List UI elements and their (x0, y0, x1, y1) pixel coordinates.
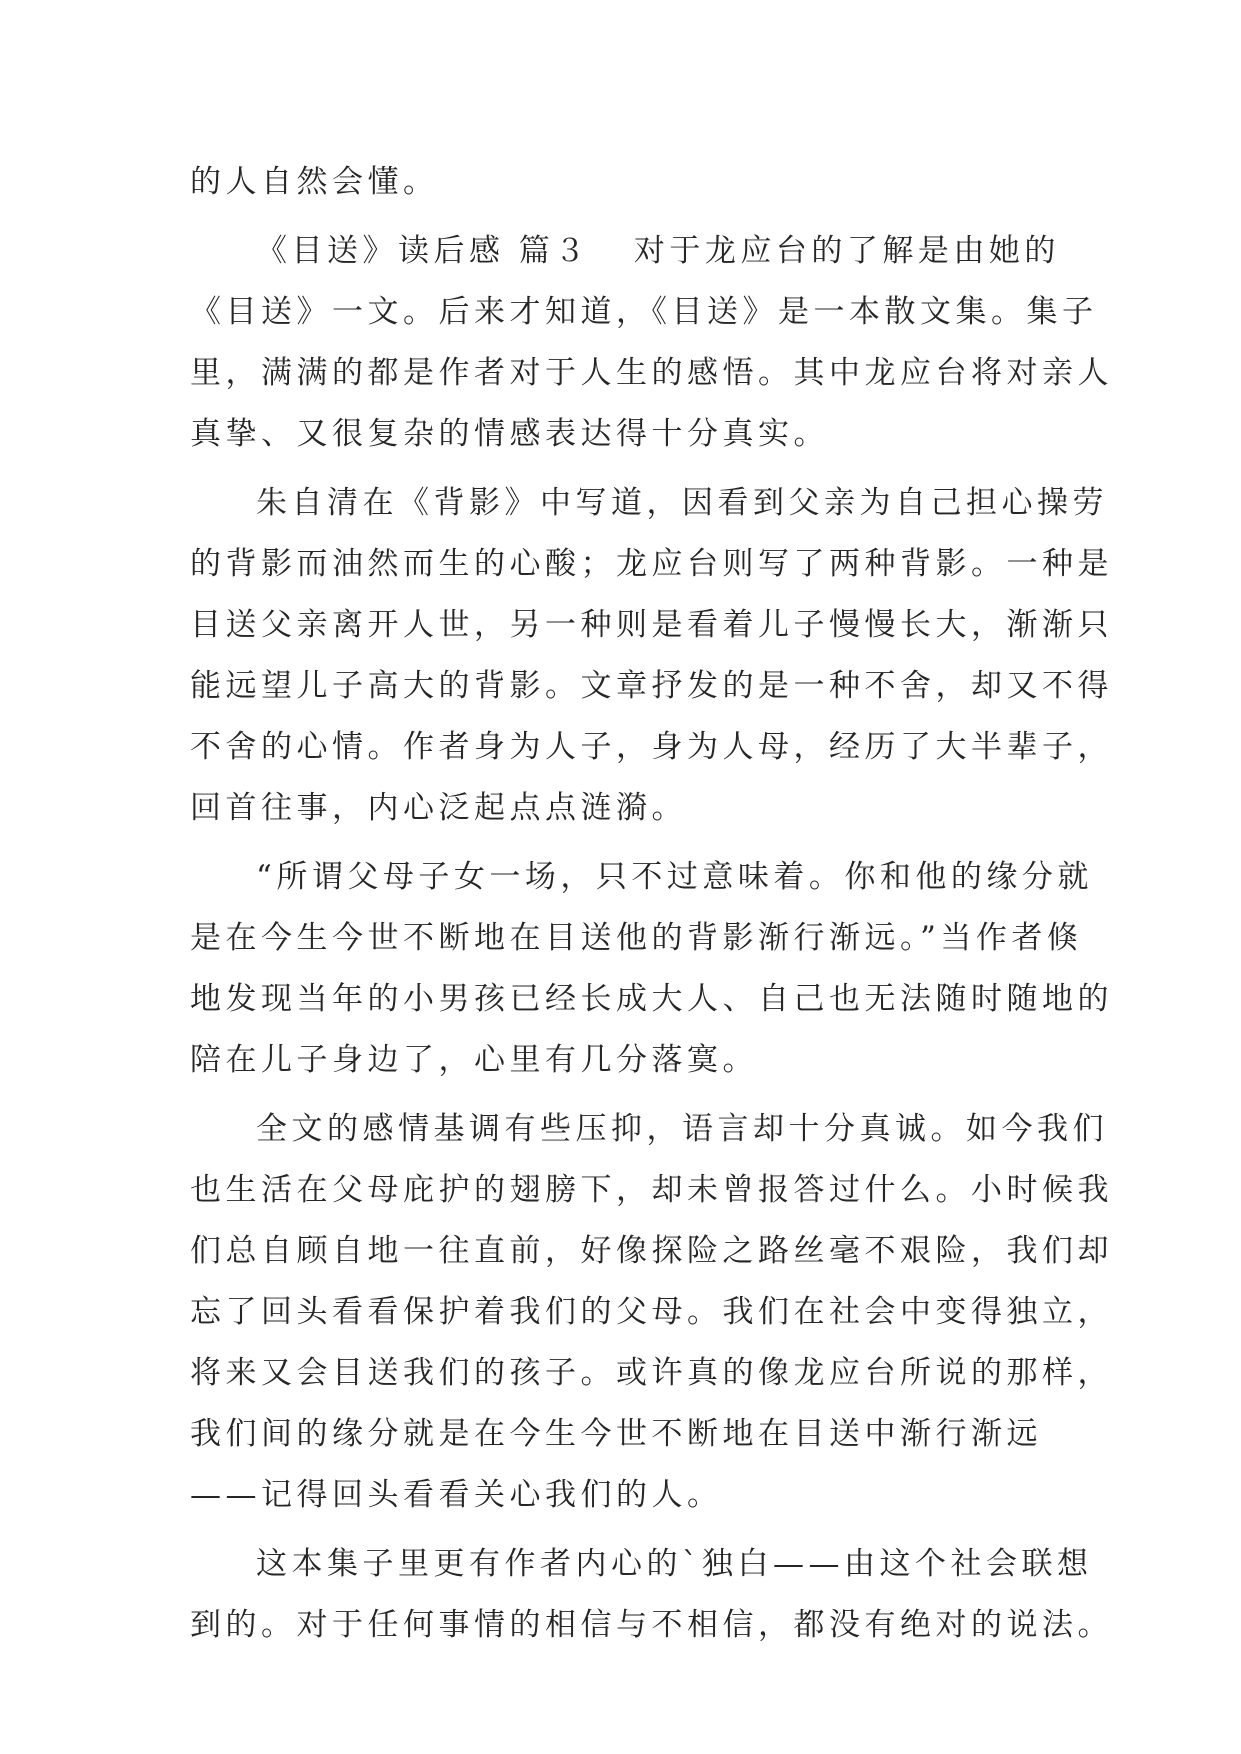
text-line: 忘了回头看看保护着我们的父母。我们在社会中变得独立， (190, 1294, 1113, 1330)
text-line: 真挚、又很复杂的情感表达得十分真实。 (190, 416, 829, 452)
text-line: 的人自然会懂。 (190, 164, 439, 200)
text-line: 目送父亲离开人世，另一种则是看着儿子慢慢长大，渐渐只 (190, 607, 1113, 643)
text-line: 里，满满的都是作者对于人生的感悟。其中龙应台将对亲人 (190, 355, 1113, 391)
text-line: 朱自清在《背影》中写道，因看到父亲为自己担心操劳 (256, 485, 1108, 521)
text-line: 这本集子里更有作者内心的`独白——由这个社会联想 (256, 1546, 1093, 1582)
text-line: 也生活在父母庇护的翅膀下，却未曾报答过什么。小时候我 (190, 1172, 1113, 1208)
text-line: 的背影而油然而生的心酸；龙应台则写了两种背影。一种是 (190, 546, 1113, 582)
text-line: 是在今生今世不断地在目送他的背影渐行渐远。”当作者倏 (190, 920, 1083, 956)
text-line: 们总自顾自地一往直前，好像探险之路丝毫不艰险，我们却 (190, 1233, 1113, 1269)
text-line: 陪在儿子身边了，心里有几分落寞。 (190, 1042, 758, 1078)
text-line: 对于龙应台的了解是由她的 (633, 233, 1060, 269)
text-line: 到的。对于任何事情的相信与不相信，都没有绝对的说法。 (190, 1607, 1113, 1643)
text-line: 地发现当年的小男孩已经长成大人、自己也无法随时随地的 (190, 981, 1113, 1017)
text-line: 回首往事，内心泛起点点涟漪。 (190, 790, 687, 826)
text-line: 《目送》一文。后来才知道，《目送》是一本散文集。集子 (190, 294, 1098, 330)
article-body (190, 152, 1113, 1656)
text-line: 将来又会目送我们的孩子。或许真的像龙应台所说的那样， (190, 1355, 1113, 1391)
section-heading-line (190, 221, 1070, 282)
text-line: 我们间的缘分就是在今生今世不断地在目送中渐行渐远 (190, 1416, 1042, 1452)
text-line: “所谓父母子女一场，只不过意味着。你和他的缘分就 (256, 859, 1093, 895)
text-line: 能远望儿子高大的背影。文章抒发的是一种不舍，却又不得 (190, 668, 1113, 704)
text-line: 全文的感情基调有些压抑，语言却十分真诚。如今我们 (256, 1111, 1108, 1147)
text-line: 不舍的心情。作者身为人子，身为人母，经历了大半辈子， (190, 729, 1113, 765)
text-line: ——记得回头看看关心我们的人。 (190, 1477, 723, 1513)
section-title: 《目送》读后感 篇３ (256, 233, 590, 269)
